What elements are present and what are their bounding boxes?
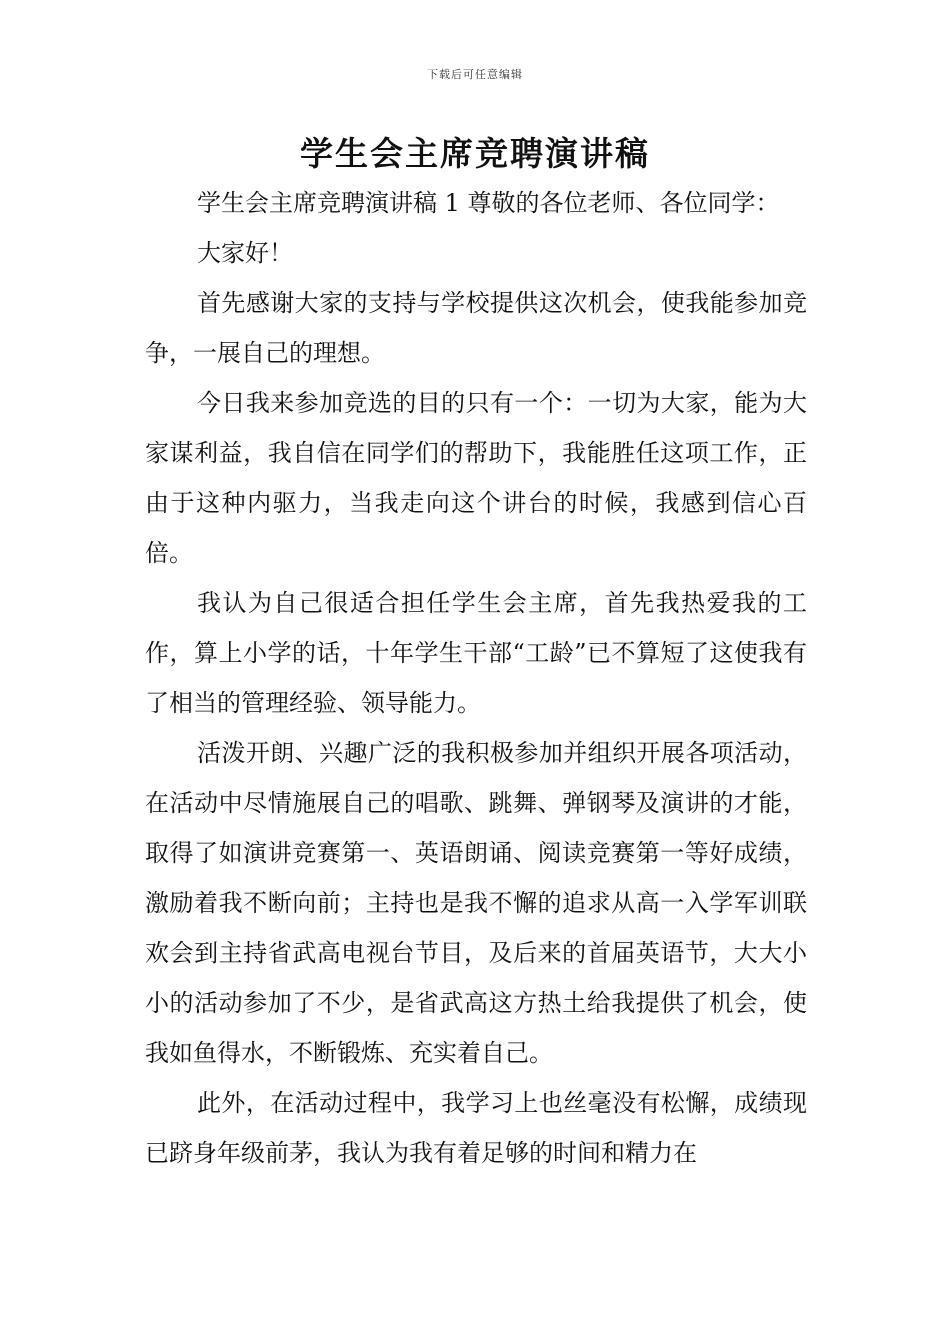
document-body xyxy=(145,178,807,1178)
document-title: 学生会主席竞聘演讲稿 xyxy=(300,134,650,173)
paragraph-activities: 活泼开朗、兴趣广泛的我积极参加并组织开展各项活动，在活动中尽情施展自己的唱歌、跳舞、弹钢琴及演讲的才能，取得了如演讲竞赛第一、英语朗诵、阅读竞赛第一等好成绩，激励着我不断向前；主持也是我不懈的追求从高一入学军训联欢会到主持省武高电视台节目，及后来的首届英语节，大大小小的活动参加了不少，是省武高这方热土给我提供了机会，使我如鱼得水，不断锻炼、充实着自己。 xyxy=(145,739,807,1067)
paragraph-purpose: 今日我来参加竞选的目的只有一个：一切为大家，能为大家谋利益，我自信在同学们的帮助下，我能胜任这项工作，正由于这种内驱力，当我走向这个讲台的时候，我感到信心百倍。 xyxy=(145,389,807,567)
page-header-note: 下载后可任意编辑 xyxy=(427,68,523,81)
paragraph-hello: 大家好！ xyxy=(197,239,293,267)
paragraph-study: 此外，在活动过程中，我学习上也丝毫没有松懈，成绩现已跻身年级前茅，我认为我有着足够的时间和精力在 xyxy=(145,1089,807,1167)
paragraph-thanks: 首先感谢大家的支持与学校提供这次机会，使我能参加竞争，一展自己的理想。 xyxy=(145,289,807,367)
paragraph-greeting: 学生会主席竞聘演讲稿 1 尊敬的各位老师、各位同学： xyxy=(197,189,780,217)
paragraph-experience: 我认为自己很适合担任学生会主席，首先我热爱我的工作，算上小学的话，十年学生干部“工龄”已不算短了这使我有了相当的管理经验、领导能力。 xyxy=(145,589,807,717)
